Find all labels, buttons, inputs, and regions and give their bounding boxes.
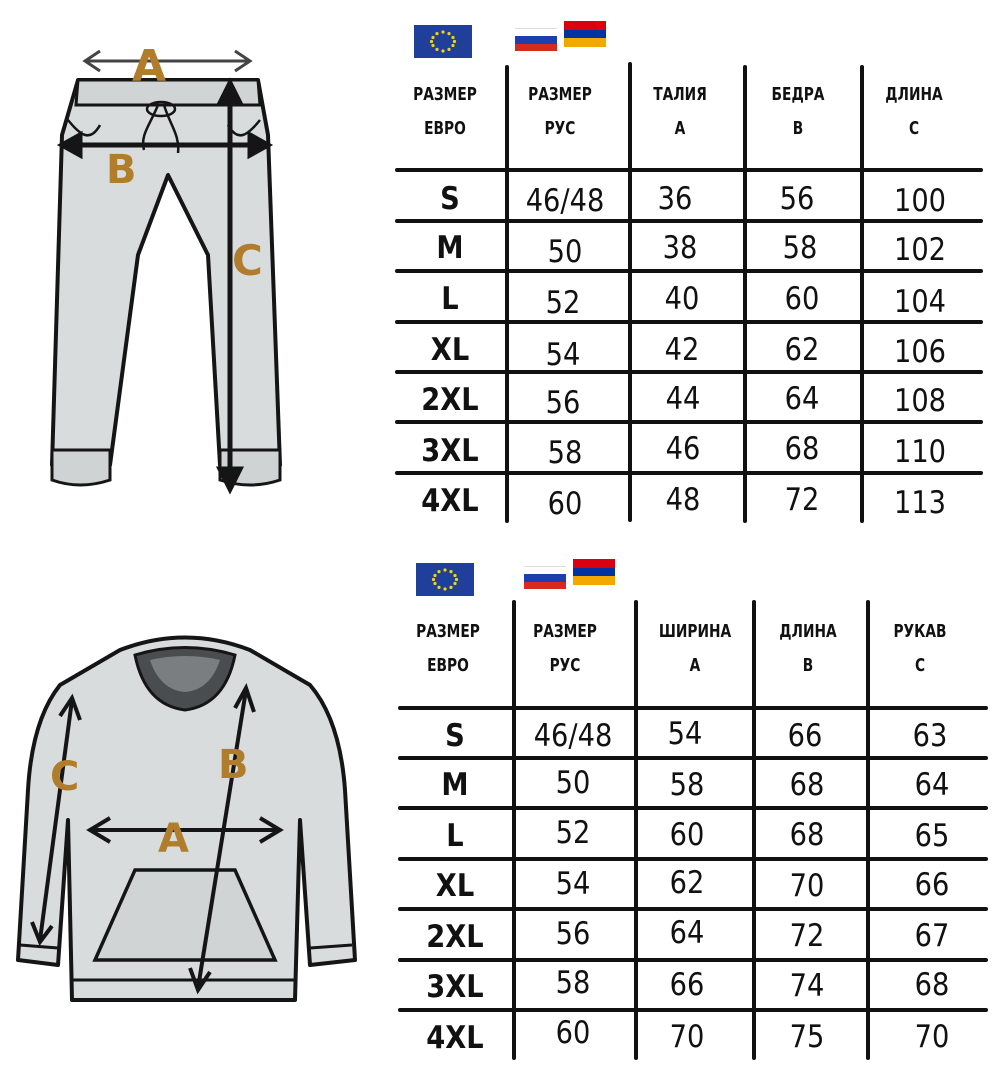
cell-size-ru: 56 bbox=[545, 385, 581, 421]
column-divider bbox=[512, 600, 516, 1060]
cell-length: 72 bbox=[789, 918, 825, 954]
cell-size-ru: 58 bbox=[547, 435, 583, 471]
pants-illustration bbox=[40, 25, 300, 495]
cell-length: 102 bbox=[893, 232, 947, 268]
cell-length: 113 bbox=[893, 485, 947, 521]
ru-flag-icon bbox=[515, 28, 557, 50]
column-divider bbox=[628, 62, 632, 522]
row-divider bbox=[395, 269, 983, 273]
row-divider bbox=[398, 1008, 988, 1012]
column-divider bbox=[634, 600, 638, 1060]
cell-size-eu: 3XL bbox=[421, 433, 479, 469]
pants-label-c: C bbox=[232, 236, 263, 285]
cell-width: 64 bbox=[669, 915, 705, 951]
cell-width: 54 bbox=[667, 716, 703, 752]
header-size-eu: РАЗМЕР ЕВРО bbox=[416, 621, 480, 677]
cell-sleeve: 65 bbox=[914, 818, 950, 854]
cell-waist: 48 bbox=[665, 482, 701, 518]
cell-length: 66 bbox=[787, 718, 823, 754]
am-flag-icon bbox=[564, 21, 606, 47]
hoodie-label-c: C bbox=[50, 754, 80, 800]
row-divider bbox=[398, 806, 988, 810]
cell-size-ru: 54 bbox=[555, 866, 591, 902]
header-size-ru: РАЗМЕР РУС bbox=[533, 621, 597, 677]
cell-hips: 72 bbox=[784, 482, 820, 518]
cell-width: 66 bbox=[669, 967, 705, 1003]
cell-waist: 42 bbox=[664, 332, 700, 368]
cell-size-eu: L bbox=[446, 818, 464, 854]
cell-size-ru: 52 bbox=[545, 285, 581, 321]
cell-waist: 38 bbox=[662, 230, 698, 266]
row-divider bbox=[398, 756, 988, 760]
cell-length: 68 bbox=[789, 817, 825, 853]
cell-width: 70 bbox=[669, 1019, 705, 1055]
cell-size-eu: M bbox=[436, 230, 464, 266]
cell-hips: 64 bbox=[784, 381, 820, 417]
header-width: ШИРИНА A bbox=[658, 621, 732, 677]
cell-size-eu: L bbox=[441, 281, 459, 317]
cell-waist: 36 bbox=[657, 181, 693, 217]
column-divider bbox=[866, 600, 870, 1060]
cell-size-ru: 50 bbox=[555, 765, 591, 801]
row-divider bbox=[395, 168, 983, 172]
cell-length: 70 bbox=[789, 868, 825, 904]
arrow-a-icon bbox=[85, 51, 250, 71]
cell-hips: 68 bbox=[784, 431, 820, 467]
hoodie-illustration bbox=[10, 630, 360, 1010]
pants-label-b: B bbox=[106, 147, 137, 193]
cell-waist: 40 bbox=[664, 281, 700, 317]
column-divider bbox=[860, 65, 864, 523]
cell-size-ru: 56 bbox=[555, 916, 591, 952]
row-divider bbox=[398, 958, 988, 962]
cell-waist: 46 bbox=[665, 431, 701, 467]
cell-length: 100 bbox=[893, 183, 947, 219]
cell-size-eu: 3XL bbox=[426, 969, 484, 1005]
ru-flag-icon bbox=[524, 566, 566, 588]
cell-hips: 56 bbox=[779, 181, 815, 217]
cell-hips: 60 bbox=[784, 281, 820, 317]
cell-size-ru: 60 bbox=[547, 486, 583, 522]
header-waist: ТАЛИЯ A bbox=[653, 84, 707, 140]
pants-label-a: A bbox=[132, 41, 167, 92]
hoodie-label-b: B bbox=[218, 742, 249, 788]
row-divider bbox=[395, 420, 983, 424]
cell-length: 104 bbox=[893, 284, 947, 320]
cell-waist: 44 bbox=[665, 381, 701, 417]
row-divider bbox=[398, 706, 988, 710]
row-divider bbox=[395, 471, 983, 475]
column-divider bbox=[752, 600, 756, 1060]
cell-size-eu: 2XL bbox=[421, 382, 479, 418]
cell-size-ru: 60 bbox=[555, 1015, 591, 1051]
cell-size-eu: XL bbox=[435, 868, 475, 904]
cell-size-eu: M bbox=[441, 767, 469, 803]
cell-length: 74 bbox=[789, 968, 825, 1004]
cell-size-eu: 4XL bbox=[421, 483, 479, 519]
cell-sleeve: 68 bbox=[914, 967, 950, 1003]
row-divider bbox=[398, 907, 988, 911]
eu-flag-icon bbox=[414, 25, 472, 58]
cell-sleeve: 64 bbox=[914, 767, 950, 803]
cell-length: 108 bbox=[893, 383, 947, 419]
cell-size-eu: 2XL bbox=[426, 919, 484, 955]
cell-length: 106 bbox=[893, 334, 947, 370]
am-flag-icon bbox=[573, 559, 615, 585]
header-size-eu: РАЗМЕР ЕВРО bbox=[413, 84, 477, 140]
column-divider bbox=[505, 65, 509, 523]
column-divider bbox=[743, 65, 747, 523]
cell-width: 58 bbox=[669, 767, 705, 803]
hoodie-label-a: A bbox=[158, 816, 189, 862]
row-divider bbox=[398, 857, 988, 861]
cell-size-eu: 4XL bbox=[426, 1020, 484, 1056]
cell-size-eu: S bbox=[445, 718, 465, 754]
header-size-ru: РАЗМЕР РУС bbox=[528, 84, 592, 140]
header-hips: БЕДРА B bbox=[771, 84, 825, 140]
cell-length: 75 bbox=[789, 1019, 825, 1055]
cell-size-ru: 52 bbox=[555, 815, 591, 851]
cell-sleeve: 66 bbox=[914, 867, 950, 903]
cell-size-ru: 58 bbox=[555, 965, 591, 1001]
cell-size-ru: 46/48 bbox=[525, 183, 605, 219]
cell-size-ru: 54 bbox=[545, 337, 581, 373]
cell-sleeve: 63 bbox=[912, 718, 948, 754]
cell-size-eu: XL bbox=[430, 332, 470, 368]
cell-hips: 58 bbox=[782, 230, 818, 266]
cell-size-ru: 46/48 bbox=[533, 718, 613, 754]
cell-width: 62 bbox=[669, 865, 705, 901]
header-sleeve: РУКАВ C bbox=[893, 621, 947, 677]
cell-size-eu: S bbox=[440, 181, 460, 217]
cell-length: 68 bbox=[789, 767, 825, 803]
cell-size-ru: 50 bbox=[547, 234, 583, 270]
cell-width: 60 bbox=[669, 817, 705, 853]
header-length: ДЛИНА C bbox=[885, 84, 943, 140]
cell-sleeve: 67 bbox=[914, 918, 950, 954]
cell-sleeve: 70 bbox=[914, 1019, 950, 1055]
header-length: ДЛИНА B bbox=[779, 621, 837, 677]
cell-length: 110 bbox=[893, 434, 947, 470]
eu-flag-icon bbox=[416, 563, 474, 596]
cell-hips: 62 bbox=[784, 332, 820, 368]
